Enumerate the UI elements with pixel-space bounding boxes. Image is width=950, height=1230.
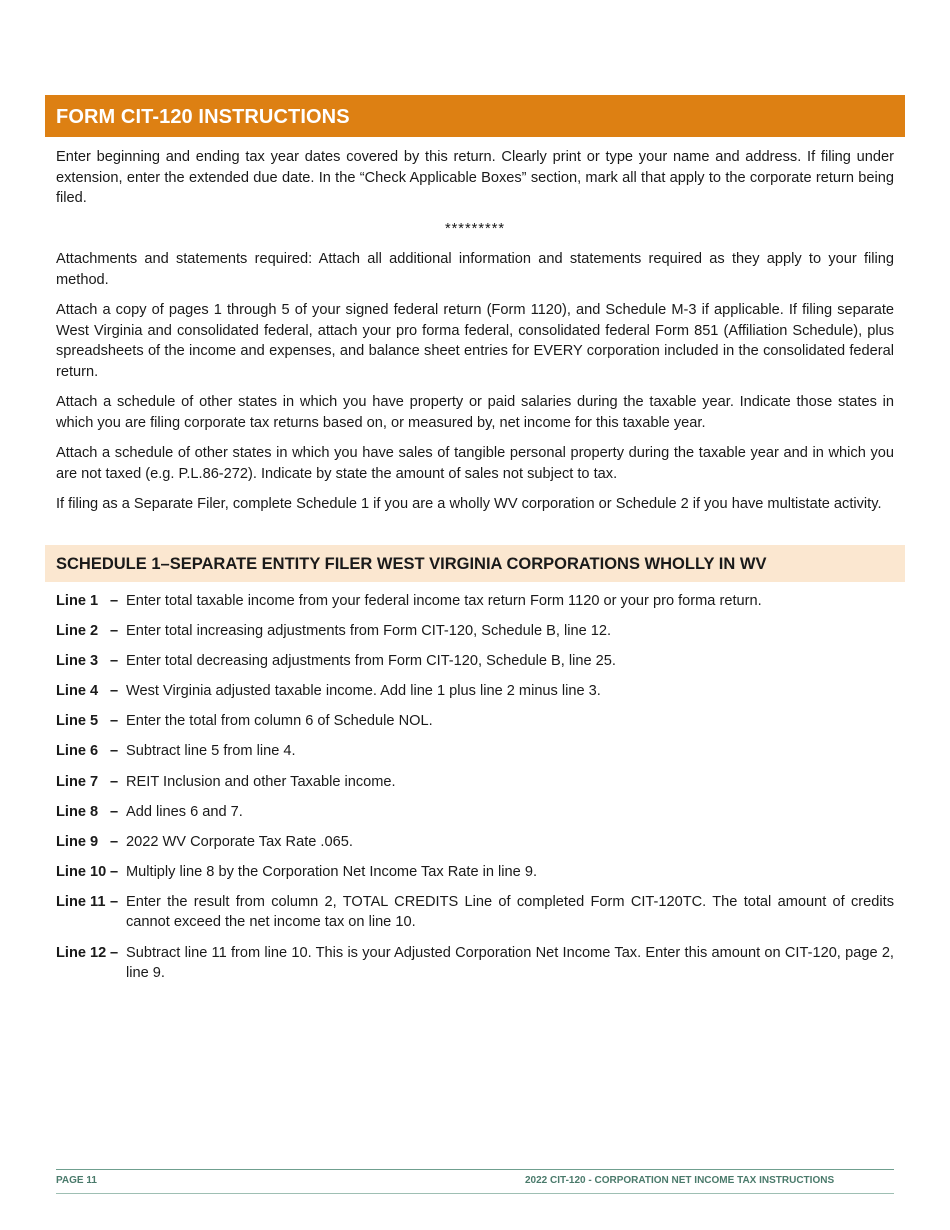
line-dash: –	[110, 743, 119, 760]
line-label: Line 2	[56, 623, 99, 640]
line-label: Line 9	[56, 833, 99, 850]
line-item	[56, 741, 894, 762]
asterisk-separator: *********	[444, 220, 506, 237]
line-item	[56, 832, 894, 853]
line-dash: –	[110, 833, 119, 850]
line-label: Line 1	[56, 593, 99, 609]
line-item	[56, 621, 894, 642]
line-item	[56, 943, 894, 984]
footer-divider-top	[56, 1169, 894, 1170]
schedule-1-lines	[56, 591, 894, 993]
section-title-bar	[45, 95, 905, 137]
line-label: Line 11	[56, 893, 106, 910]
line-text: Multiply line 8 by the Corporation Net Income Tax Rate in line 9.	[126, 863, 537, 880]
line-text: Subtract line 11 from line 10. This is your Adjusted Corporation Net Income Tax. Enter this amount on CIT-120, page 2, line 9.	[126, 944, 894, 982]
intro-paragraph-4: Attach a schedule of other states in which you have property or paid salaries during the taxable year. Indicate those states in which you are filing corporate tax returns based on, or measured by, net income for this taxable year.	[56, 394, 894, 431]
schedule-1-title-bar	[45, 545, 905, 582]
intro-paragraph-2: Attachments and statements required: Attach all additional information and statements required as they apply to your filing method.	[56, 251, 894, 288]
line-label: Line 8	[56, 803, 99, 820]
line-label: Line 5	[56, 713, 99, 730]
line-item	[56, 802, 894, 823]
line-item	[56, 681, 894, 702]
line-item	[56, 862, 894, 883]
line-dash: –	[110, 623, 119, 640]
line-label: Line 10	[56, 863, 107, 880]
line-text: Enter total taxable income from your federal income tax return Form 1120 or your pro forma return.	[126, 593, 762, 609]
line-dash: –	[110, 944, 119, 961]
line-dash: –	[110, 803, 119, 820]
line-item	[56, 591, 894, 612]
section-title: FORM CIT-120 INSTRUCTIONS	[56, 106, 350, 128]
line-text: Add lines 6 and 7.	[126, 803, 243, 820]
intro-paragraph-5: Attach a schedule of other states in which you have sales of tangible personal property during the taxable year and in which you are not taxed (e.g. P.L.86-272). Indicate by state the amount of sales not subject to tax.	[56, 445, 894, 482]
line-dash: –	[110, 863, 119, 880]
line-text: West Virginia adjusted taxable income. Add line 1 plus line 2 minus line 3.	[126, 683, 601, 700]
line-dash: –	[110, 683, 119, 700]
line-text: Enter the total from column 6 of Schedule NOL.	[126, 713, 433, 730]
line-dash: –	[110, 713, 119, 730]
line-text: REIT Inclusion and other Taxable income.	[126, 773, 396, 790]
schedule-1-title: SCHEDULE 1–SEPARATE ENTITY FILER WEST VIRGINIA CORPORATIONS WHOLLY IN WV	[56, 555, 767, 573]
line-dash: –	[110, 773, 119, 790]
line-label: Line 12	[56, 944, 107, 961]
line-label: Line 3	[56, 653, 99, 670]
line-text: Enter the result from column 2, TOTAL CREDITS Line of completed Form CIT-120TC. The total amount of credits cannot exceed the net income tax on line 10.	[126, 893, 894, 931]
page-number: PAGE 11	[56, 1175, 97, 1186]
line-text: 2022 WV Corporate Tax Rate .065.	[126, 833, 353, 850]
line-item	[56, 651, 894, 672]
line-text: Subtract line 5 from line 4.	[126, 743, 296, 760]
intro-section	[56, 147, 894, 525]
footer-divider-bottom	[56, 1193, 894, 1194]
intro-paragraph-3: Attach a copy of pages 1 through 5 of your signed federal return (Form 1120), and Schedule M-3 if applicable. If filing separate West Virginia and consolidated federal, attach your pro forma federal, consolidated federal Form 851 (Affiliation Schedule), plus spreadsheets of the income and expenses, and balance sheet entries for EVERY corporation included in the consolidated federal return.	[56, 302, 894, 380]
line-text: Enter total increasing adjustments from Form CIT-120, Schedule B, line 12.	[126, 623, 612, 640]
line-dash: –	[110, 653, 119, 670]
footer-document-title: 2022 CIT-120 - CORPORATION NET INCOME TAX INSTRUCTIONS	[525, 1175, 835, 1186]
line-label: Line 6	[56, 743, 99, 760]
intro-paragraph-6: If filing as a Separate Filer, complete Schedule 1 if you are a wholly WV corporation or Schedule 2 if you have multistate activity.	[56, 496, 882, 512]
line-dash: –	[110, 593, 119, 609]
line-item	[56, 772, 894, 793]
line-text: Enter total decreasing adjustments from Form CIT-120, Schedule B, line 25.	[126, 653, 616, 670]
line-dash: –	[110, 893, 119, 910]
line-label: Line 7	[56, 773, 99, 790]
line-item	[56, 711, 894, 732]
line-label: Line 4	[56, 683, 99, 700]
intro-paragraph-1: Enter beginning and ending tax year dates covered by this return. Clearly print or type your name and address. If filing under extension, enter the extended due date. In the “Check Applicable Boxes” section, mark all that apply to the corporate return being filed.	[56, 149, 894, 206]
line-item	[56, 892, 894, 933]
